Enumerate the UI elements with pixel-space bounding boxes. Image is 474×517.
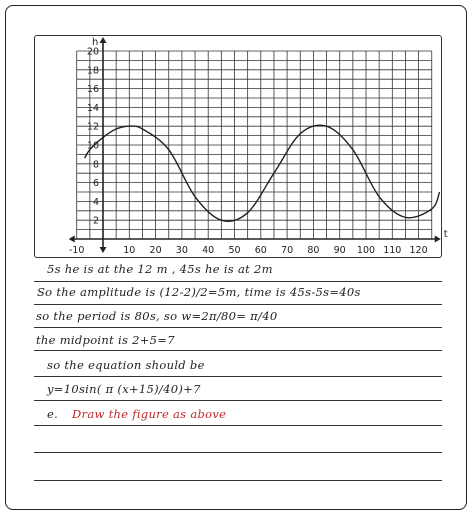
ruled-line: [34, 452, 442, 453]
solution-line-2: So the amplitude is (12-2)/2=5m, time is 45s-5s=40s: [37, 285, 361, 299]
y-axis-label: h: [92, 37, 99, 48]
x-tick-label: 100: [356, 245, 376, 256]
x-tick-label: 60: [254, 245, 267, 256]
y-tick-label: 2: [92, 215, 99, 227]
part-e-instruction: Draw the figure as above: [72, 407, 227, 421]
solution-line-4: the midpoint is 2+5=7: [36, 333, 175, 347]
y-tick-label: 6: [92, 178, 99, 190]
y-tick-label: 10: [86, 140, 99, 152]
x-axis-label: t: [443, 229, 448, 240]
x-tick-label: 70: [281, 245, 294, 256]
y-tick-label: 18: [86, 65, 99, 77]
x-axis-left-arrow: [69, 236, 75, 243]
y-tick-label: 16: [86, 84, 99, 96]
ruled-line: [34, 400, 442, 401]
x-tick-label: 80: [307, 245, 320, 256]
x-tick-label: -10: [68, 245, 85, 256]
ruled-line: [34, 376, 442, 377]
x-tick-label: 90: [333, 245, 346, 256]
part-e-label: e.: [47, 407, 59, 421]
x-axis-right-arrow: [435, 236, 441, 243]
solution-equation: y=10sin( π (x+15)/40)+7: [47, 382, 201, 396]
y-axis-down-arrow: [100, 247, 107, 253]
y-tick-label: 4: [92, 196, 99, 208]
ruled-line: [34, 480, 442, 481]
x-tick-label: 50: [228, 245, 241, 256]
x-tick-label: 40: [202, 245, 215, 256]
solution-line-3: so the period is 80s, so w=2π/80= π/40: [36, 309, 278, 323]
x-tick-label: 120: [409, 245, 428, 256]
x-tick-label: 10: [123, 245, 136, 256]
y-axis-up-arrow: [100, 37, 107, 43]
x-tick-label: 110: [383, 245, 402, 256]
x-tick-label: 20: [149, 245, 162, 256]
ferris-wheel-chart: [34, 35, 448, 258]
y-tick-label: 14: [86, 102, 99, 114]
ruled-line: [34, 304, 442, 305]
y-tick-label: 12: [86, 121, 99, 133]
ruled-line: [34, 281, 442, 282]
x-tick-label: 30: [175, 245, 188, 256]
solution-line-5: so the equation should be: [47, 358, 205, 372]
y-tick-label: 20: [86, 46, 99, 58]
ruled-line: [34, 327, 442, 328]
solution-line-1: 5s he is at the 12 m , 45s he is at 2m: [47, 262, 273, 276]
ruled-line: [34, 425, 442, 426]
ruled-line: [34, 350, 442, 351]
y-tick-label: 8: [92, 159, 99, 171]
